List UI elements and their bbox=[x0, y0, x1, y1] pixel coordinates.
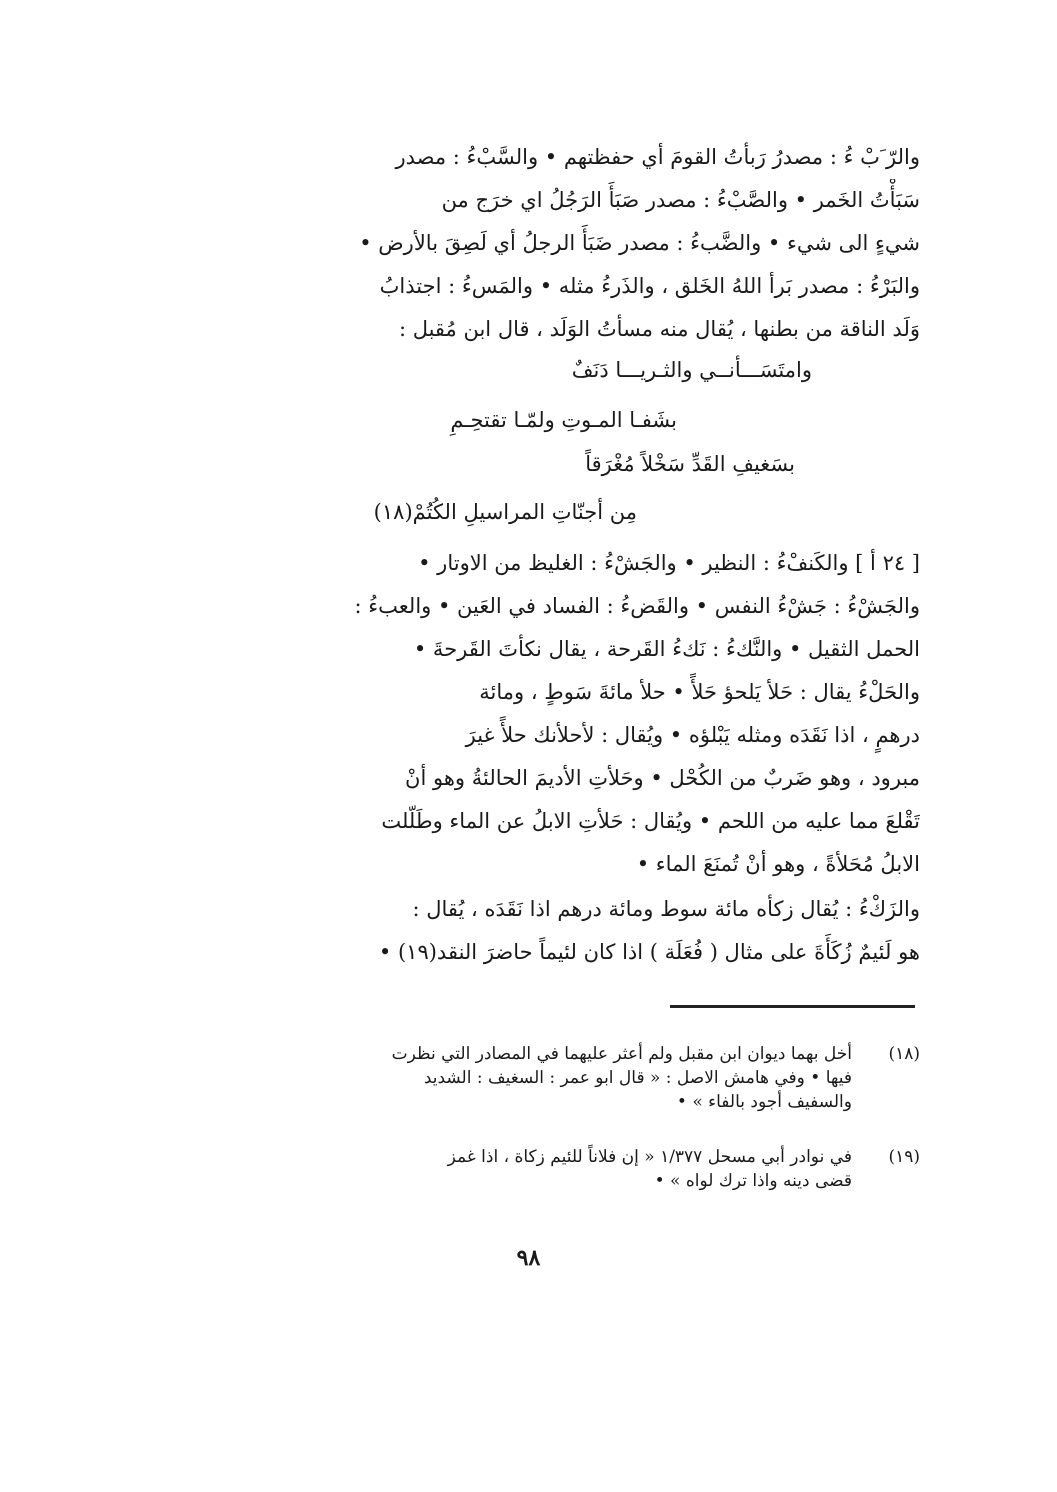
text-line: وَلَد الناقة من بطنها ، يُقال منه مسأتُ الوَلَد ، قال ابن مُقبل : bbox=[398, 317, 920, 341]
text-line: الابلُ مُحَلأةً ، وهو أنْ تُمنَعَ الماء • bbox=[636, 852, 920, 876]
paragraph-3 bbox=[160, 888, 920, 974]
poem-verse-3: بسَغيفِ القَدِّ سَخْلاً مُغْرَقاً bbox=[585, 452, 795, 476]
page-number: ٩٨ bbox=[516, 1245, 541, 1271]
poem-verse-2: بشَفـا المـوتِ ولمّـا تقتحِـمِ bbox=[450, 408, 677, 432]
text-line: تَقْلعَ مما عليه من اللحم • ويُقال : حَلأتِ الابلُ عن الماء وطَلّلت bbox=[381, 809, 920, 833]
text-line: والحَلْءُ يقال : حَلأ يَلحؤ حَلأً • حلأ مائةَ سَوطٍ ، ومائة bbox=[479, 680, 920, 704]
text-line: هو لَئيمٌ زُكَأَةَ على مثال ( فُعَلَة ) اذا كان لئيماً حاضرَ النقد(١٩) • bbox=[378, 940, 920, 964]
footnote-body bbox=[182, 1145, 852, 1193]
text-line: شيءٍ الى شيء • والضَّبءُ : مصدر ضَبَأَ الرجلُ أي لَصِقَ بالأرض • bbox=[359, 231, 920, 255]
footnote-line: والسفيف أجود بالفاء » • bbox=[676, 1092, 852, 1112]
footnote-body bbox=[182, 1042, 852, 1114]
footnote-number: (١٨) bbox=[888, 1044, 920, 1064]
footnote-line: في نوادر أبي مسحل ١/٣٧٧ « إن فلاناً للئيم زكاة ، اذا غمز bbox=[447, 1147, 852, 1167]
text-line: والبَرْءُ : مصدر بَرأ اللهُ الخَلق ، والذَرءُ مثله • والمَسءُ : اجتذابُ bbox=[379, 274, 920, 298]
text-line: والزَكْءُ : يُقال زكأه مائة سوط ومائة درهم اذا نَقَدَه ، يُقال : bbox=[412, 897, 920, 921]
text-line: درهمٍ ، اذا نَقَدَه ومثله يَبْلؤه • ويُقال : لأحلأنك حلأً غيرَ bbox=[465, 723, 920, 747]
footnote-line: فيها • وفي هامش الاصل : « قال ابو عمر : السغيف : الشديد bbox=[423, 1068, 852, 1088]
text-line: والرّ َبْ ءُ : مصدرُ رَبأتُ القومَ أي حفظتهم • والسَّبْءُ : مصدر bbox=[395, 145, 920, 169]
text-line: مبرود ، وهو ضَربٌ من الكُحْل • وحَلأتِ الأديمَ الحالئةُ وهو أنْ bbox=[405, 766, 920, 790]
text-line: [ ٢٤ أ ] والكَنفْءُ : النظير • والجَشْءُ : الغليظ من الاوتار • bbox=[418, 551, 920, 575]
text-line: والجَشْءُ : جَشْءُ النفس • والقَضءُ : الفساد في العَين • والعبءُ : bbox=[354, 594, 920, 618]
paragraph-1 bbox=[160, 136, 920, 351]
text-line: سَبَأْتُ الخَمر • والصَّبْءُ : مصدر صَبَأَ الرَجُلُ اي خرَج من bbox=[441, 188, 920, 212]
text-line: الحمل الثقيل • والنَّكءُ : نَكءُ القَرحة ، يقال نكأتَ القَرحةَ • bbox=[413, 637, 920, 661]
paragraph-2 bbox=[160, 542, 920, 886]
footnote-line: أخل بهما ديوان ابن مقبل ولم أعثر عليهما في المصادر التي نظرت bbox=[391, 1044, 852, 1064]
footnote-separator bbox=[670, 1005, 915, 1008]
footnote-line: قضى دينه واذا ترك لواه » • bbox=[654, 1171, 852, 1191]
footnote-number: (١٩) bbox=[888, 1147, 920, 1167]
poem-verse-4: مِن أجنّاتِ المراسيلِ الكُتُمْ(١٨) bbox=[373, 500, 637, 524]
poem-verse-1: وامتَسَـــأنــي والثـريـــا دَنَفٌ bbox=[571, 358, 812, 382]
